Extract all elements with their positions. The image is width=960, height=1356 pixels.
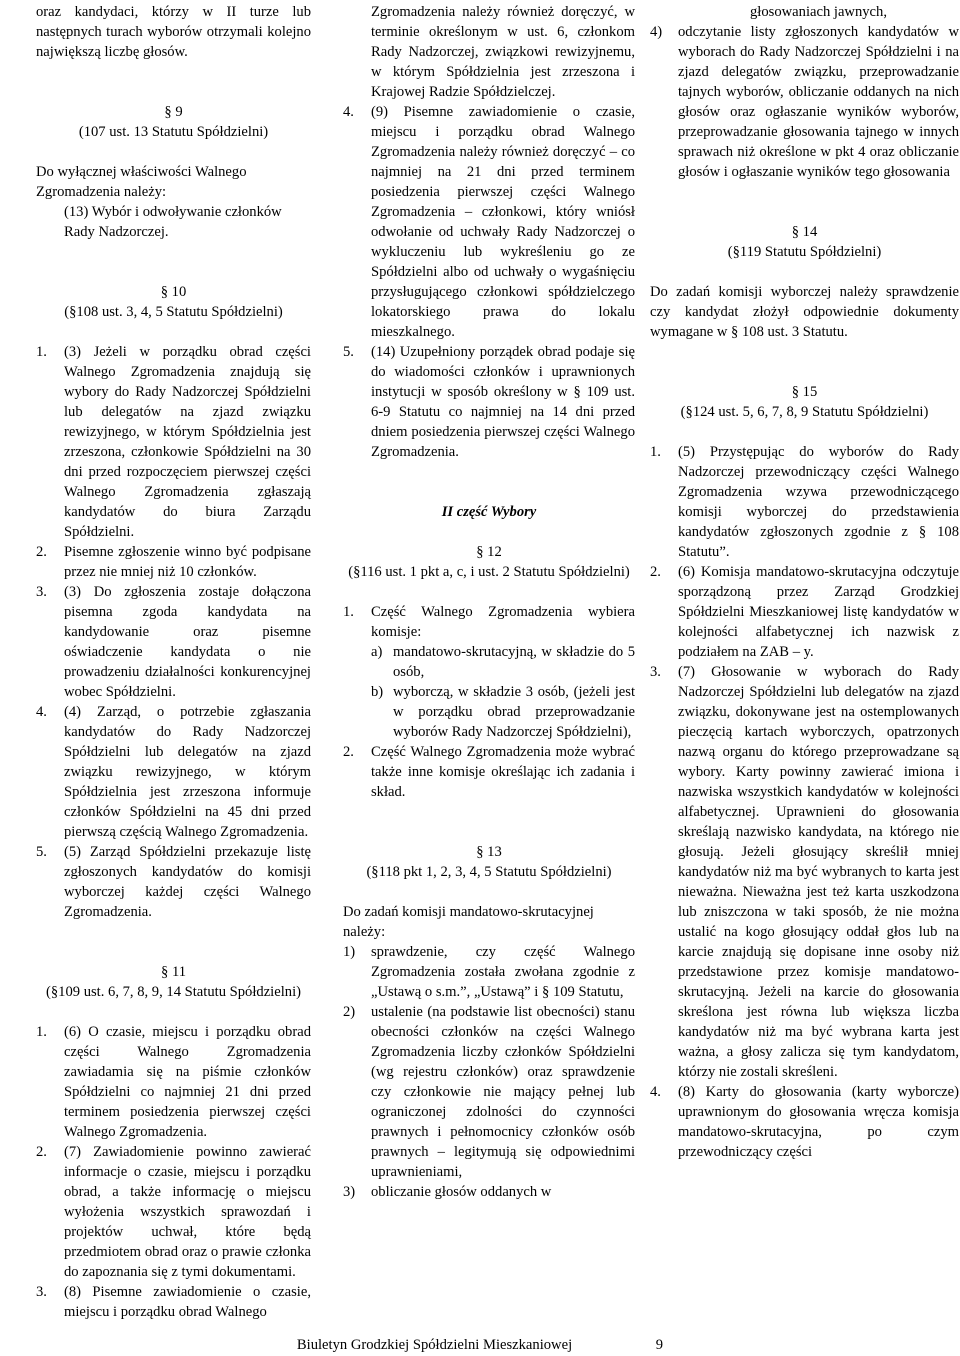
section-12-heading: § 12 xyxy=(476,544,502,560)
sub-list-item xyxy=(343,642,635,682)
item-number: 4) xyxy=(650,24,663,40)
list-item xyxy=(343,1002,635,1182)
item-number: 1) xyxy=(343,944,356,960)
column-left xyxy=(36,2,311,1322)
item-text: odczytanie listy zgłoszonych kandydatów w wyborach do Rady Nadzorczej Spółdzielni i na zjazd delegatów związku, przeprowadzanie tajnych wyborów, obliczanie oddanych na nich głosów oraz ogłaszanie wyników wyborów, przeprowadzanie głosowania tajnego w innych sprawach niż określone w pkt 4 oraz obliczanie głosów i ogłaszanie wyników tego głosowania xyxy=(678,24,959,180)
section-10-reference: (§108 ust. 3, 4, 5 Statutu Spółdzielni) xyxy=(64,304,283,320)
list-item xyxy=(343,1182,635,1202)
item-text: (5) Przystępując do wyborów do Rady Nadzorczej przewodniczący części Walnego Zgromadzenia wzywa przewodniczącego komisji wyborczej do przedstawienia kandydatów zgłoszonych zgodnie z § 108 Statutu”. xyxy=(678,444,959,560)
paragraph-intro: oraz kandydaci, którzy w II turze lub następnych turach wyborów otrzymali kolejno największą liczbę głosów. xyxy=(36,4,311,60)
item-letter: a) xyxy=(371,644,383,660)
section-14-paragraph: Do zadań komisji wyborczej należy sprawdzenie czy kandydat złożył odpowiednie dokumenty wymagane w § 108 ust. 3 Statutu. xyxy=(650,284,959,340)
section-13-heading: § 13 xyxy=(476,844,502,860)
item-text: sprawdzenie, czy część Walnego Zgromadzenia została zwołana zgodnie z „Ustawą o s.m.”, „Ustawą” i § 109 Statutu, xyxy=(371,944,635,1000)
list-item xyxy=(36,1142,311,1282)
list-item xyxy=(343,742,635,802)
item-text: Część Walnego Zgromadzenia wybiera komisje: xyxy=(371,604,635,640)
item-number: 4. xyxy=(36,704,47,720)
section-15-heading: § 15 xyxy=(791,384,818,400)
item-text: (3) Jeżeli w porządku obrad części Walnego Zgromadzenia znajdują się wybory do Rady Nadzorczej Spółdzielni lub delegatów na zjazd związku rewizyjnego, w którym Spółdzielnia jest zrzeszona, członkowie Spółdzielni na 30 dni przed rozpoczęciem pierwszej części Walnego Zgromadzenia zgłaszają kandydatów do biura Zarządu Spółdzielni. xyxy=(64,344,311,540)
section-13-intro: Do zadań komisji mandatowo-skrutacyjnej należy: xyxy=(343,904,594,940)
section-11-heading: § 11 xyxy=(161,964,186,980)
item-number: 5. xyxy=(343,344,354,360)
item-number: 1. xyxy=(36,1024,47,1040)
sub-list-item xyxy=(343,682,635,742)
section-14-reference: (§119 Statutu Spółdzielni) xyxy=(727,244,882,260)
item-text: (4) Zarząd, o potrzebie zgłaszania kandydatów do Rady Nadzorczej Spółdzielni lub delegatów na zjazd związku rewizyjnego, w którym Spółdzielnia jest zrzeszona informuje członków Spółdzielni na 45 dni przed pierwszą częścią Walnego Zgromadzenia. xyxy=(64,704,311,840)
page-footer xyxy=(0,1335,960,1355)
item-text: (8) Pisemne zawiadomienie o czasie, miejscu i porządku obrad Walnego xyxy=(64,1284,311,1320)
list-item xyxy=(650,22,959,182)
section-13-reference: (§118 pkt 1, 2, 3, 4, 5 Statutu Spółdzielni) xyxy=(366,864,612,880)
section-9-point: (13) Wybór i odwoływanie członków Rady Nadzorczej. xyxy=(64,204,282,240)
part-title: II część Wybory xyxy=(441,504,537,520)
section-9-heading: § 9 xyxy=(164,104,183,120)
list-item xyxy=(343,102,635,342)
item-text: (6) O czasie, miejscu i porządku obrad części Walnego Zgromadzenia zawiadamia się na piśmie członków Spółdzielni co najmniej 21 dni przed terminem posiedzenia pierwszej części Walnego Zgromadzenia. xyxy=(64,1024,311,1140)
item-text: (3) Do zgłoszenia zostaje dołączona pisemna zgoda kandydata na kandydowanie oraz pisemne oświadczenie kandydata o nie prowadzeniu działalności konkurencyjnej wobec Spółdzielni. xyxy=(64,584,311,700)
item-number: 2) xyxy=(343,1004,356,1020)
item-text: (6) Komisja mandatowo-skrutacyjna odczytuje sporządzoną przez Zarząd Grodzkiej Spółdzielni Mieszkaniowej listę kandydatów w kolejności alfabetycznej ich nazwisk z podziałem na ZAB – y. xyxy=(678,564,959,660)
item-text: (9) Pisemne zawiadomienie o czasie, miejscu i porządku obrad Walnego Zgromadzenia należy również doręczyć – co najmniej na 21 dni przed terminem posiedzenia pierwszej części Walnego Zgromadzenia – członkowi, który wniósł odwołanie od uchwały Rady Nadzorczej o wykluczeniu lub wykreśleniu go ze Spółdzielni albo od uchwały o wygaśnięciu przysługującego członkowi spółdzielczego lokatorskiego prawa do lokalu mieszkalnego. xyxy=(371,104,635,340)
item-text: (5) Zarząd Spółdzielni przekazuje listę zgłoszonych kandydatów do komisji wyborczej każdej części Walnego Zgromadzenia. xyxy=(64,844,311,920)
list-item xyxy=(650,562,959,662)
item-letter: b) xyxy=(371,684,384,700)
list-item xyxy=(343,942,635,1002)
publication-title: Biuletyn Grodzkiej Spółdzielni Mieszkaniowej xyxy=(296,1337,573,1353)
list-item xyxy=(36,1022,311,1142)
item-number: 1. xyxy=(650,444,661,460)
item-number: 3) xyxy=(343,1184,356,1200)
item-number: 4. xyxy=(343,104,354,120)
item-number: 3. xyxy=(36,1284,47,1300)
section-12-reference: (§116 ust. 1 pkt a, c, i ust. 2 Statutu Spółdzielni) xyxy=(348,564,630,580)
section-11-reference: (§109 ust. 6, 7, 8, 9, 14 Statutu Spółdzielni) xyxy=(46,984,301,1000)
section-14-heading: § 14 xyxy=(791,224,818,240)
column-middle xyxy=(343,2,635,1202)
item-number: 2. xyxy=(343,744,354,760)
item-number: 3. xyxy=(650,664,661,680)
column-right xyxy=(650,2,959,1162)
item-number: 2. xyxy=(650,564,661,580)
page-number: 9 xyxy=(655,1337,664,1353)
section-9-paragraph: Do wyłącznej właściwości Walnego Zgromadzenia należy: xyxy=(36,164,247,200)
item-number: 2. xyxy=(36,1144,47,1160)
paragraph-continued: głosowaniach jawnych, xyxy=(750,4,887,20)
list-item xyxy=(36,542,311,582)
item-text: obliczanie głosów oddanych w xyxy=(371,1184,552,1200)
list-item xyxy=(650,442,959,562)
list-item xyxy=(36,342,311,542)
item-text: (14) Uzupełniony porządek obrad podaje się do wiadomości członków i uprawnionych instytucji w sposób określony w § 109 ust. 6-9 Statutu co najmniej na 14 dni przed dniem posiedzenia pierwszej części Walnego Zgromadzenia. xyxy=(371,344,635,460)
paragraph-continued: Zgromadzenia należy również doręczyć, w terminie określonym w ust. 6, członkom Rady Nadzorczej, związkowi rewizyjnemu, w którym Spółdzielnia jest zrzeszona i Krajowej Radzie Spółdzielczej. xyxy=(371,4,635,100)
list-item xyxy=(343,342,635,462)
section-15-reference: (§124 ust. 5, 6, 7, 8, 9 Statutu Spółdzielni) xyxy=(680,404,929,420)
list-item xyxy=(650,662,959,1082)
item-text: Część Walnego Zgromadzenia może wybrać także inne komisje określając ich zadania i skład. xyxy=(371,744,635,800)
item-number: 2. xyxy=(36,544,47,560)
item-text: (7) Zawiadomienie powinno zawierać informacje o czasie, miejscu i porządku obrad, a także informację o miejscu wyłożenia wszystkich sprawozdań i projektów uchwał, które będą przedmiotem obrad oraz o prawie członka do zapoznania się z tymi dokumentami. xyxy=(64,1144,311,1280)
item-text: (7) Głosowanie w wyborach do Rady Nadzorczej Spółdzielni lub delegatów na zjazd związku, dokonywane jest na ostemplowanych pieczęcią kartach wyborczych, opatrzonych nazwą organu do którego przeprowadzane są wybory. Karty powinny zawierać imiona i nazwiska wszystkich kandydatów w kolejności alfabetycznej. Uprawnieni do głosowania skreślają nazwisko kandydata, na którego nie głosują. Jeżeli głosujący skreślił mniej kandydatów niż ma być wybranych to karta jest nieważna. Nieważna jest też karta uszkodzona lub zniszczona w taki sposób, że nie można ustalić na kogo głosujący oddał głos lub na karcie znajdują się dopisane inne osoby niż przedstawione przez komisje mandatowo-skrutacyjną. Jeżeli na karcie do głosowania skreślona jest równa lub większa liczba kandydatów niż ma być wybrana karta jest ważna, a głosy zalicza się tym kandydatom, którzy nie zostali skreśleni. xyxy=(678,664,959,1080)
list-item xyxy=(36,1282,311,1322)
item-number: 1. xyxy=(343,604,354,620)
section-10-heading: § 10 xyxy=(160,284,187,300)
list-item xyxy=(343,602,635,642)
item-text: ustalenie (na podstawie list obecności) stanu obecności członków na części Walnego Zgromadzenia liczby członków Spółdzielni (wg rejestru członków) oraz sprawdzenie czy członkowie nie mający pełnej lub ograniczonej zdolności do czynności prawnych i pełnomocnicy członków osób prawnych – legitymują się odpowiednimi uprawnieniami, xyxy=(371,1004,635,1180)
section-9-reference: (107 ust. 13 Statutu Spółdzielni) xyxy=(78,124,269,140)
item-text: wyborczą, w składzie 3 osób, (jeżeli jest w porządku obrad przeprowadzanie wyborów Rady Nadzorczej Spółdzielni), xyxy=(393,684,635,740)
item-number: 4. xyxy=(650,1084,661,1100)
item-number: 5. xyxy=(36,844,47,860)
list-item xyxy=(36,702,311,842)
item-number: 3. xyxy=(36,584,47,600)
list-item xyxy=(650,1082,959,1162)
item-text: (8) Karty do głosowania (karty wyborcze) uprawnionym do głosowania wręcza komisja mandatowo-skrutacyjna, po czym przewodniczący części xyxy=(678,1084,959,1160)
list-item xyxy=(36,582,311,702)
list-item xyxy=(36,842,311,922)
item-number: 1. xyxy=(36,344,47,360)
item-text: mandatowo-skrutacyjną, w składzie do 5 osób, xyxy=(393,644,635,680)
item-text: Pisemne zgłoszenie winno być podpisane przez nie mniej niż 10 członków. xyxy=(64,544,311,580)
